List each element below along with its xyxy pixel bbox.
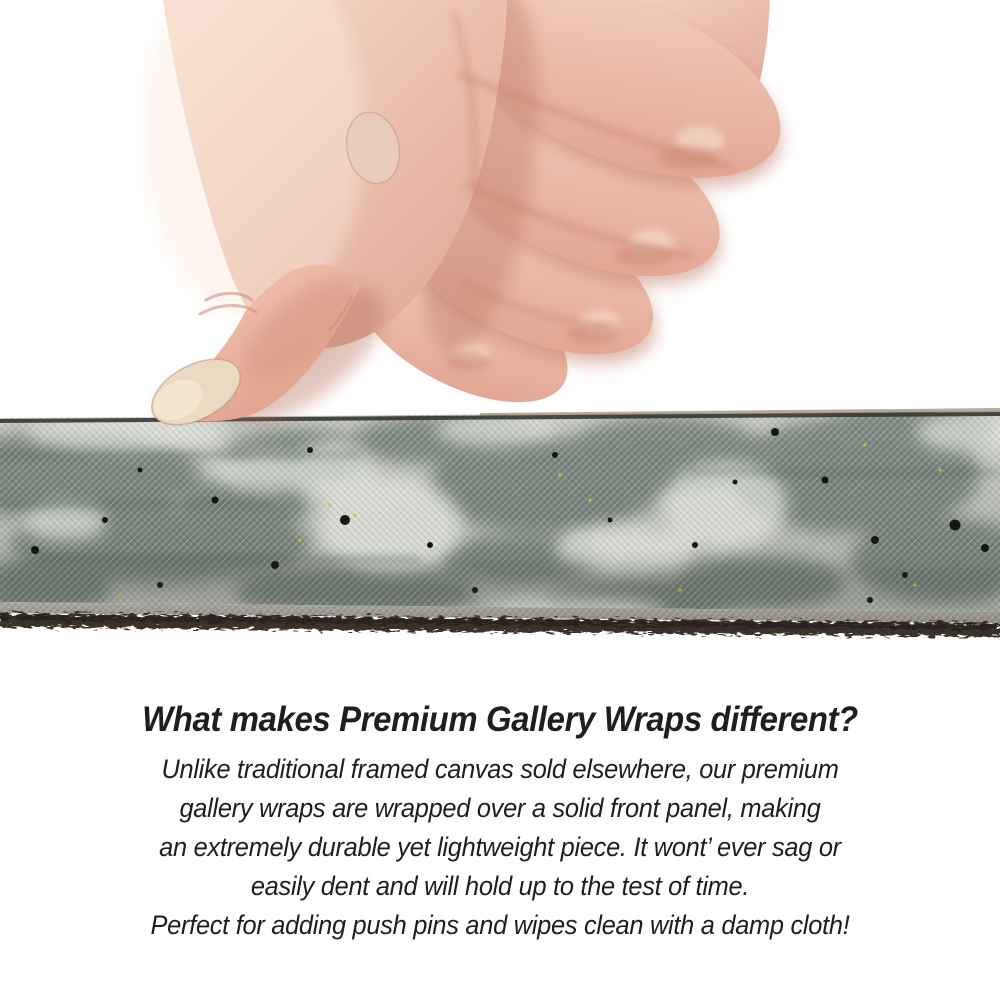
caption-heading: What makes Premium Gallery Wraps different?	[142, 700, 858, 739]
canvas-strip-photo	[0, 406, 1000, 637]
caption-line-4: easily dent and will hold up to the test of time.	[250, 871, 750, 901]
caption-line-1: Unlike traditional framed canvas sold elsewhere, our premium	[161, 754, 839, 784]
caption-line-2: gallery wraps are wrapped over a solid front panel, making	[179, 793, 821, 823]
caption-line-5: Perfect for adding push pins and wipes clean with a damp cloth!	[150, 910, 850, 940]
caption-section	[30, 698, 970, 945]
hand-photo	[141, 0, 808, 447]
caption-line-3: an extremely durable yet lightweight piece. It wont’ ever sag or	[159, 832, 841, 862]
